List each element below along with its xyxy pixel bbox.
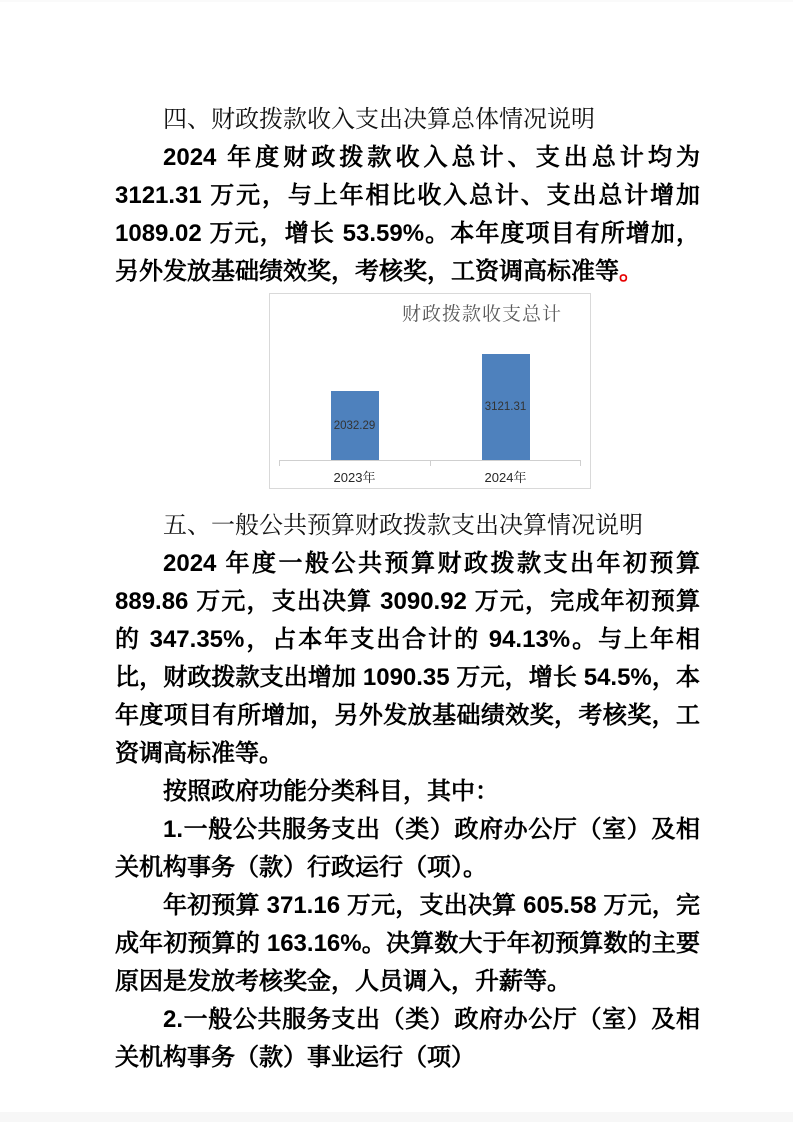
axis-tick-right xyxy=(580,461,581,466)
axis-tick-center xyxy=(430,461,431,466)
chart-bar-column xyxy=(279,391,430,460)
axis-tick-left xyxy=(279,461,280,466)
chart-bar-column xyxy=(430,354,581,460)
section5-item2-heading: 2.一般公共服务支出（类）政府办公厅（室）及相关机构事务（款）事业运行（项） xyxy=(115,1006,700,1071)
section4-paragraph-text: 2024 年度财政拨款收入总计、支出总计均为 3121.31 万元，与上年相比收入总计、支出总计增加 1089.02 万元，增长 53.59%。本年度项目有所增加，另外发放基础绩效奖，考核奖，工资调高标准等 xyxy=(115,144,700,285)
page-bottom-edge xyxy=(0,1112,793,1122)
chart-title: 财政拨款收支总计 xyxy=(401,304,562,325)
section5-item1-heading: 1.一般公共服务支出（类）政府办公厅（室）及相关机构事务（款）行政运行（项）。 xyxy=(115,816,700,881)
page-top-edge xyxy=(0,0,793,2)
section4-heading: 四、财政拨款收入支出决算总体情况说明 xyxy=(163,107,595,133)
chart-x-axis xyxy=(279,461,581,488)
section4-paragraph xyxy=(115,139,700,291)
bar-2023年 xyxy=(331,391,379,460)
bar-2024年 xyxy=(482,354,530,460)
bar-value-label: 3121.31 xyxy=(484,401,527,413)
chart-plot-area xyxy=(279,294,581,461)
axis-category-label: 2024年 xyxy=(484,470,527,485)
section4-paragraph-red-period: 。 xyxy=(619,258,643,285)
funding-bar-chart xyxy=(269,293,591,489)
section5-item1-body: 年初预算 371.16 万元，支出决算 605.58 万元，完成年初预算的 163.16%。决算数大于年初预算数的主要原因是发放考核奖金，人员调入，升薪等。 xyxy=(115,892,700,995)
document-content xyxy=(115,101,700,1077)
section5-paragraph1: 2024 年度一般公共预算财政拨款支出年初预算 889.86 万元，支出决算 3090.92 万元，完成年初预算的 347.35%，占本年支出合计的 94.13%。与上年相比，财政拨款支出增加 1090.35 万元，增长 54.5%，本年度项目有所增加，另外发放基础绩效奖，考核奖，工资调高标准等。 xyxy=(115,550,700,767)
axis-category-label: 2023年 xyxy=(333,470,376,485)
section5-paragraph2: 按照政府功能分类科目，其中： xyxy=(163,778,499,805)
bar-value-label: 2032.29 xyxy=(333,419,376,432)
section5-heading: 五、一般公共预算财政拨款支出决算情况说明 xyxy=(163,513,643,539)
